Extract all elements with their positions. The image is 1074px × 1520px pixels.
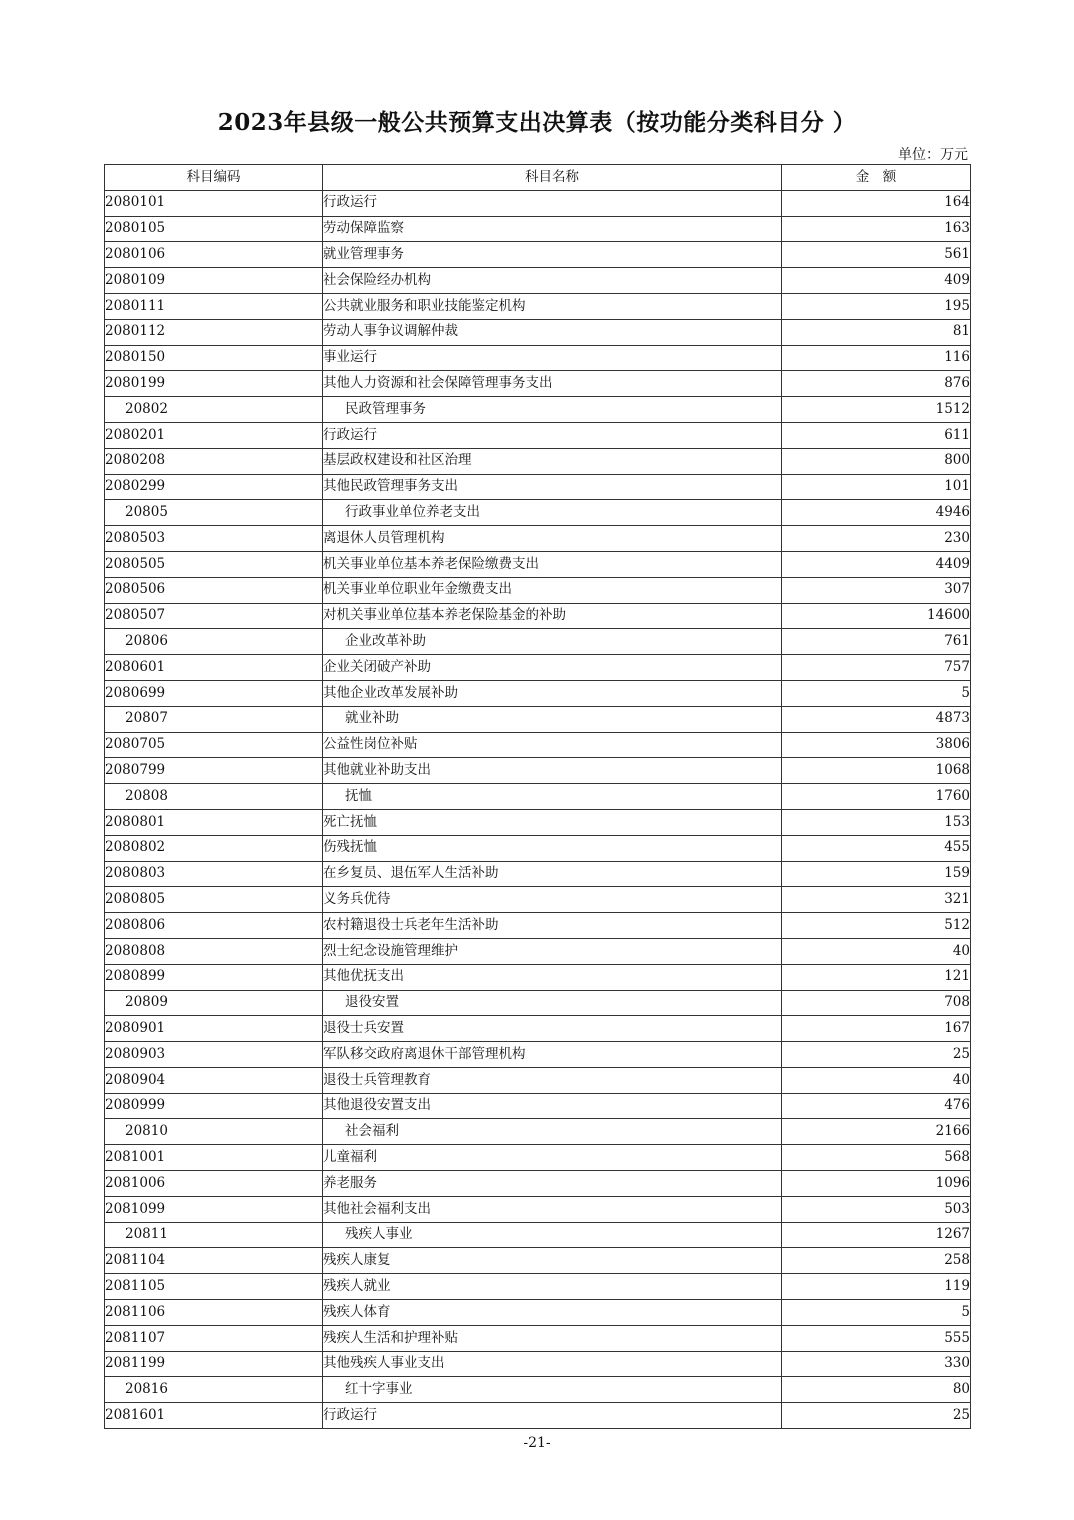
- table-row: [105, 1119, 971, 1145]
- table-row: [105, 835, 971, 861]
- table-row: [105, 242, 971, 268]
- table-row: [105, 603, 971, 629]
- row-code: 2080505: [105, 551, 323, 577]
- row-name: 事业运行: [323, 345, 782, 371]
- row-code: 2081105: [105, 1274, 323, 1300]
- row-amount: 159: [782, 861, 971, 887]
- row-amount: 1760: [782, 784, 971, 810]
- table-row: [105, 371, 971, 397]
- row-name: 行政事业单位养老支出: [323, 500, 782, 526]
- table-row: [105, 1093, 971, 1119]
- table-row: [105, 448, 971, 474]
- table-row: [105, 345, 971, 371]
- row-name: 残疾人康复: [323, 1248, 782, 1274]
- row-code: 20805: [105, 500, 323, 526]
- row-amount: 568: [782, 1145, 971, 1171]
- row-code: 2080799: [105, 758, 323, 784]
- row-amount: 81: [782, 319, 971, 345]
- row-code: 2080904: [105, 1067, 323, 1093]
- row-code: 2080106: [105, 242, 323, 268]
- row-amount: 101: [782, 474, 971, 500]
- row-amount: 14600: [782, 603, 971, 629]
- table-row: [105, 190, 971, 216]
- table-row: [105, 577, 971, 603]
- table-row: [105, 1248, 971, 1274]
- table-row: [105, 422, 971, 448]
- row-name: 机关事业单位职业年金缴费支出: [323, 577, 782, 603]
- row-code: 20808: [105, 784, 323, 810]
- row-code: 2080506: [105, 577, 323, 603]
- row-name: 公益性岗位补贴: [323, 732, 782, 758]
- row-amount: 195: [782, 293, 971, 319]
- table-row: [105, 1042, 971, 1068]
- row-amount: 5: [782, 1300, 971, 1326]
- table-row: [105, 809, 971, 835]
- row-code: 2080208: [105, 448, 323, 474]
- row-amount: 409: [782, 268, 971, 294]
- table-row: [105, 655, 971, 681]
- row-code: 2080901: [105, 1016, 323, 1042]
- row-code: 2080601: [105, 655, 323, 681]
- row-amount: 1068: [782, 758, 971, 784]
- row-amount: 3806: [782, 732, 971, 758]
- row-amount: 307: [782, 577, 971, 603]
- row-amount: 80: [782, 1377, 971, 1403]
- table-row: [105, 1016, 971, 1042]
- row-code: 2081099: [105, 1196, 323, 1222]
- table-row: [105, 1067, 971, 1093]
- table-row: [105, 990, 971, 1016]
- row-amount: 4873: [782, 706, 971, 732]
- row-amount: 121: [782, 964, 971, 990]
- row-amount: 561: [782, 242, 971, 268]
- table-row: [105, 1196, 971, 1222]
- budget-table: [104, 164, 971, 1429]
- row-name: 公共就业服务和职业技能鉴定机构: [323, 293, 782, 319]
- row-name: 就业补助: [323, 706, 782, 732]
- row-name: 死亡抚恤: [323, 809, 782, 835]
- row-name: 残疾人体育: [323, 1300, 782, 1326]
- row-amount: 757: [782, 655, 971, 681]
- row-code: 2080101: [105, 190, 323, 216]
- row-name: 就业管理事务: [323, 242, 782, 268]
- row-code: 2080507: [105, 603, 323, 629]
- row-amount: 40: [782, 1067, 971, 1093]
- row-name: 社会福利: [323, 1119, 782, 1145]
- table-row: [105, 1145, 971, 1171]
- row-code: 2080803: [105, 861, 323, 887]
- row-name: 企业改革补助: [323, 629, 782, 655]
- row-code: 2080802: [105, 835, 323, 861]
- row-code: 2080999: [105, 1093, 323, 1119]
- row-code: 2081199: [105, 1351, 323, 1377]
- row-code: 2080899: [105, 964, 323, 990]
- row-amount: 5: [782, 680, 971, 706]
- row-amount: 1512: [782, 397, 971, 423]
- row-code: 2080801: [105, 809, 323, 835]
- row-amount: 230: [782, 526, 971, 552]
- row-code: 2081001: [105, 1145, 323, 1171]
- unit-label: 单位：万元: [898, 147, 968, 163]
- row-code: 2081107: [105, 1325, 323, 1351]
- row-code: 2080699: [105, 680, 323, 706]
- table-row: [105, 732, 971, 758]
- table-row: [105, 319, 971, 345]
- row-amount: 555: [782, 1325, 971, 1351]
- table-row: [105, 293, 971, 319]
- table-row: [105, 758, 971, 784]
- row-code: 2080112: [105, 319, 323, 345]
- table-row: [105, 706, 971, 732]
- page-title: 2023年县级一般公共预算支出决算表（按功能分类科目分 ）: [217, 109, 857, 136]
- table-row: [105, 784, 971, 810]
- row-code: 2080201: [105, 422, 323, 448]
- row-name: 退役安置: [323, 990, 782, 1016]
- row-amount: 761: [782, 629, 971, 655]
- table-row: [105, 1171, 971, 1197]
- row-name: 机关事业单位基本养老保险缴费支出: [323, 551, 782, 577]
- row-code: 20810: [105, 1119, 323, 1145]
- row-amount: 164: [782, 190, 971, 216]
- row-amount: 1096: [782, 1171, 971, 1197]
- row-amount: 25: [782, 1403, 971, 1429]
- header-name: 科目名称: [323, 165, 782, 191]
- table-row: [105, 964, 971, 990]
- table-body: [105, 190, 971, 1428]
- row-code: 2081006: [105, 1171, 323, 1197]
- table-row: [105, 1403, 971, 1429]
- row-code: 2080808: [105, 938, 323, 964]
- row-amount: 40: [782, 938, 971, 964]
- row-amount: 4946: [782, 500, 971, 526]
- row-amount: 153: [782, 809, 971, 835]
- row-amount: 163: [782, 216, 971, 242]
- row-code: 2080111: [105, 293, 323, 319]
- row-amount: 25: [782, 1042, 971, 1068]
- row-amount: 119: [782, 1274, 971, 1300]
- row-name: 退役士兵安置: [323, 1016, 782, 1042]
- row-name: 劳动保障监察: [323, 216, 782, 242]
- row-name: 退役士兵管理教育: [323, 1067, 782, 1093]
- table-row: [105, 397, 971, 423]
- table-row: [105, 938, 971, 964]
- table-row: [105, 1274, 971, 1300]
- row-code: 2080705: [105, 732, 323, 758]
- row-code: 20806: [105, 629, 323, 655]
- row-code: 20807: [105, 706, 323, 732]
- row-name: 离退休人员管理机构: [323, 526, 782, 552]
- row-code: 2080903: [105, 1042, 323, 1068]
- row-name: 其他民政管理事务支出: [323, 474, 782, 500]
- row-amount: 876: [782, 371, 971, 397]
- table-row: [105, 474, 971, 500]
- row-amount: 116: [782, 345, 971, 371]
- table-row: [105, 1325, 971, 1351]
- row-name: 劳动人事争议调解仲裁: [323, 319, 782, 345]
- row-amount: 800: [782, 448, 971, 474]
- row-amount: 258: [782, 1248, 971, 1274]
- row-amount: 503: [782, 1196, 971, 1222]
- row-amount: 330: [782, 1351, 971, 1377]
- table-row: [105, 1300, 971, 1326]
- header-code: 科目编码: [105, 165, 323, 191]
- row-name: 在乡复员、退伍军人生活补助: [323, 861, 782, 887]
- row-amount: 611: [782, 422, 971, 448]
- table-row: [105, 913, 971, 939]
- row-amount: 167: [782, 1016, 971, 1042]
- row-code: 20816: [105, 1377, 323, 1403]
- row-code: 2080105: [105, 216, 323, 242]
- row-code: 2080503: [105, 526, 323, 552]
- row-amount: 455: [782, 835, 971, 861]
- table-row: [105, 526, 971, 552]
- row-code: 2081104: [105, 1248, 323, 1274]
- row-name: 烈士纪念设施管理维护: [323, 938, 782, 964]
- row-name: 红十字事业: [323, 1377, 782, 1403]
- row-amount: 476: [782, 1093, 971, 1119]
- row-amount: 321: [782, 887, 971, 913]
- row-code: 2081106: [105, 1300, 323, 1326]
- row-name: 基层政权建设和社区治理: [323, 448, 782, 474]
- row-name: 其他残疾人事业支出: [323, 1351, 782, 1377]
- table-row: [105, 861, 971, 887]
- row-amount: 4409: [782, 551, 971, 577]
- row-name: 其他优抚支出: [323, 964, 782, 990]
- row-name: 军队移交政府离退休干部管理机构: [323, 1042, 782, 1068]
- row-amount: 2166: [782, 1119, 971, 1145]
- row-name: 养老服务: [323, 1171, 782, 1197]
- row-code: 2080109: [105, 268, 323, 294]
- row-name: 行政运行: [323, 422, 782, 448]
- row-name: 伤残抚恤: [323, 835, 782, 861]
- row-name: 残疾人就业: [323, 1274, 782, 1300]
- page-number: -21-: [523, 1435, 551, 1451]
- row-code: 2080299: [105, 474, 323, 500]
- row-code: 2080199: [105, 371, 323, 397]
- row-name: 企业关闭破产补助: [323, 655, 782, 681]
- row-name: 其他企业改革发展补助: [323, 680, 782, 706]
- row-amount: 708: [782, 990, 971, 1016]
- table-row: [105, 629, 971, 655]
- row-name: 残疾人生活和护理补贴: [323, 1325, 782, 1351]
- row-code: 2080806: [105, 913, 323, 939]
- row-name: 其他人力资源和社会保障管理事务支出: [323, 371, 782, 397]
- row-name: 行政运行: [323, 1403, 782, 1429]
- row-name: 抚恤: [323, 784, 782, 810]
- row-name: 残疾人事业: [323, 1222, 782, 1248]
- table-row: [105, 551, 971, 577]
- table-row: [105, 500, 971, 526]
- row-name: 行政运行: [323, 190, 782, 216]
- table-row: [105, 1222, 971, 1248]
- header-amount: 金 额: [782, 165, 971, 191]
- row-name: 民政管理事务: [323, 397, 782, 423]
- row-name: 义务兵优待: [323, 887, 782, 913]
- table-row: [105, 216, 971, 242]
- table-row: [105, 268, 971, 294]
- table-row: [105, 680, 971, 706]
- table-row: [105, 887, 971, 913]
- row-name: 农村籍退役士兵老年生活补助: [323, 913, 782, 939]
- row-name: 其他社会福利支出: [323, 1196, 782, 1222]
- row-name: 其他就业补助支出: [323, 758, 782, 784]
- row-code: 20809: [105, 990, 323, 1016]
- row-name: 儿童福利: [323, 1145, 782, 1171]
- row-amount: 512: [782, 913, 971, 939]
- table-row: [105, 1351, 971, 1377]
- row-code: 2081601: [105, 1403, 323, 1429]
- row-name: 对机关事业单位基本养老保险基金的补助: [323, 603, 782, 629]
- row-amount: 1267: [782, 1222, 971, 1248]
- row-name: 社会保险经办机构: [323, 268, 782, 294]
- table-row: [105, 1377, 971, 1403]
- row-code: 2080805: [105, 887, 323, 913]
- row-code: 20811: [105, 1222, 323, 1248]
- table-header-row: [105, 165, 971, 191]
- row-code: 20802: [105, 397, 323, 423]
- row-code: 2080150: [105, 345, 323, 371]
- row-name: 其他退役安置支出: [323, 1093, 782, 1119]
